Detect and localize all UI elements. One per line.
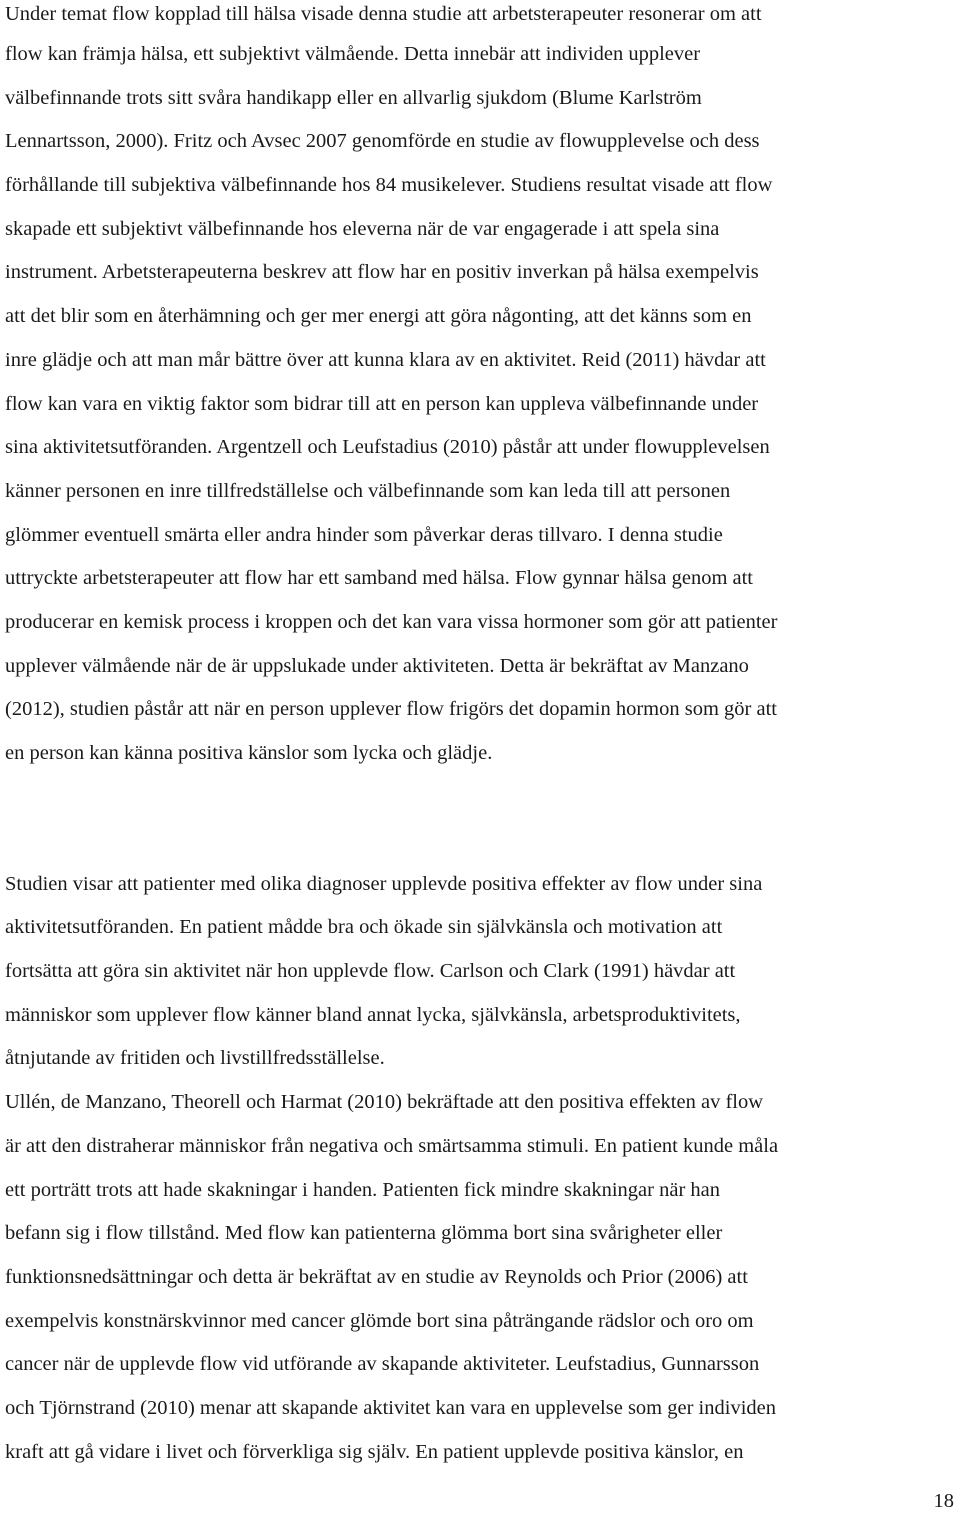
text-line: fortsätta att göra sin aktivitet när hon upplevde flow. Carlson och Clark (1991) hävdar att: [5, 960, 736, 982]
text-line: befann sig i flow tillstånd. Med flow kan patienterna glömma bort sina svårigheter eller: [5, 1222, 723, 1244]
text-line: glömmer eventuell smärta eller andra hinder som påverkar deras tillvaro. I denna studie: [5, 524, 723, 546]
text-line: Lennartsson, 2000). Fritz och Avsec 2007 genomförde en studie av flowupplevelse och dess: [5, 130, 760, 152]
text-line: cancer när de upplevde flow vid utförande av skapande aktiviteter. Leufstadius, Gunnarsson: [5, 1353, 760, 1375]
text-line: skapade ett subjektivt välbefinnande hos eleverna när de var engagerade i att spela sina: [5, 218, 720, 240]
text-line: (2012), studien påstår att när en person upplever flow frigörs det dopamin hormon som gör att: [5, 698, 777, 720]
text-line: Under temat flow kopplad till hälsa visade denna studie att arbetsterapeuter resonerar om att: [5, 3, 762, 25]
text-line: flow kan främja hälsa, ett subjektivt välmående. Detta innebär att individen upplever: [5, 43, 701, 65]
text-line: upplever välmående när de är uppslukade under aktiviteten. Detta är bekräftat av Manzano: [5, 655, 749, 677]
text-line: sina aktivitetsutföranden. Argentzell och Leufstadius (2010) påstår att under flowupplevelsen: [5, 436, 770, 458]
text-line: att det blir som en återhämning och ger mer energi att göra någonting, att det känns som en: [5, 305, 752, 327]
text-line: flow kan vara en viktig faktor som bidrar till att en person kan uppleva välbefinnande under: [5, 393, 759, 415]
text-line: Ullén, de Manzano, Theorell och Harmat (2010) bekräftade att den positiva effekten av flow: [5, 1091, 764, 1113]
text-line: uttryckte arbetsterapeuter att flow har ett samband med hälsa. Flow gynnar hälsa genom att: [5, 567, 753, 589]
text-line: Studien visar att patienter med olika diagnoser upplevde positiva effekter av flow under sina: [5, 873, 763, 895]
text-line: ett porträtt trots att hade skakningar i handen. Patienten fick mindre skakningar när han: [5, 1179, 720, 1201]
text-line: aktivitetsutföranden. En patient mådde bra och ökade sin självkänsla och motivation att: [5, 916, 723, 938]
text-line: kraft att gå vidare i livet och förverkliga sig själv. En patient upplevde positiva känslor, en: [5, 1441, 744, 1463]
text-line: människor som upplever flow känner bland annat lycka, självkänsla, arbetsproduktivitets,: [5, 1004, 741, 1026]
text-line: en person kan känna positiva känslor som lycka och glädje.: [5, 742, 493, 764]
text-line: välbefinnande trots sitt svåra handikapp eller en allvarlig sjukdom (Blume Karlström: [5, 87, 702, 109]
text-line: är att den distraherar människor från negativa och smärtsamma stimuli. En patient kunde måla: [5, 1135, 779, 1157]
text-line: åtnjutande av fritiden och livstillfredsställelse.: [5, 1047, 385, 1069]
text-line: förhållande till subjektiva välbefinnande hos 84 musikelever. Studiens resultat visade att flow: [5, 174, 773, 196]
text-line: exempelvis konstnärskvinnor med cancer glömde bort sina påträngande rädslor och oro om: [5, 1310, 754, 1332]
text-line: och Tjörnstrand (2010) menar att skapande aktivitet kan vara en upplevelse som ger individen: [5, 1397, 776, 1419]
text-line: inre glädje och att man mår bättre över att kunna klara av en aktivitet. Reid (2011) hävdar att: [5, 349, 766, 371]
text-line: funktionsnedsättningar och detta är bekräftat av en studie av Reynolds och Prior (2006) att: [5, 1266, 748, 1288]
text-line: producerar en kemisk process i kroppen och det kan vara vissa hormoner som gör att patienter: [5, 611, 778, 633]
document-page: [5, 0, 960, 1515]
text-line: känner personen en inre tillfredställelse och välbefinnande som kan leda till att personen: [5, 480, 731, 502]
page-number: 18: [933, 1490, 954, 1512]
text-line: instrument. Arbetsterapeuterna beskrev att flow har en positiv inverkan på hälsa exempelvis: [5, 261, 759, 283]
